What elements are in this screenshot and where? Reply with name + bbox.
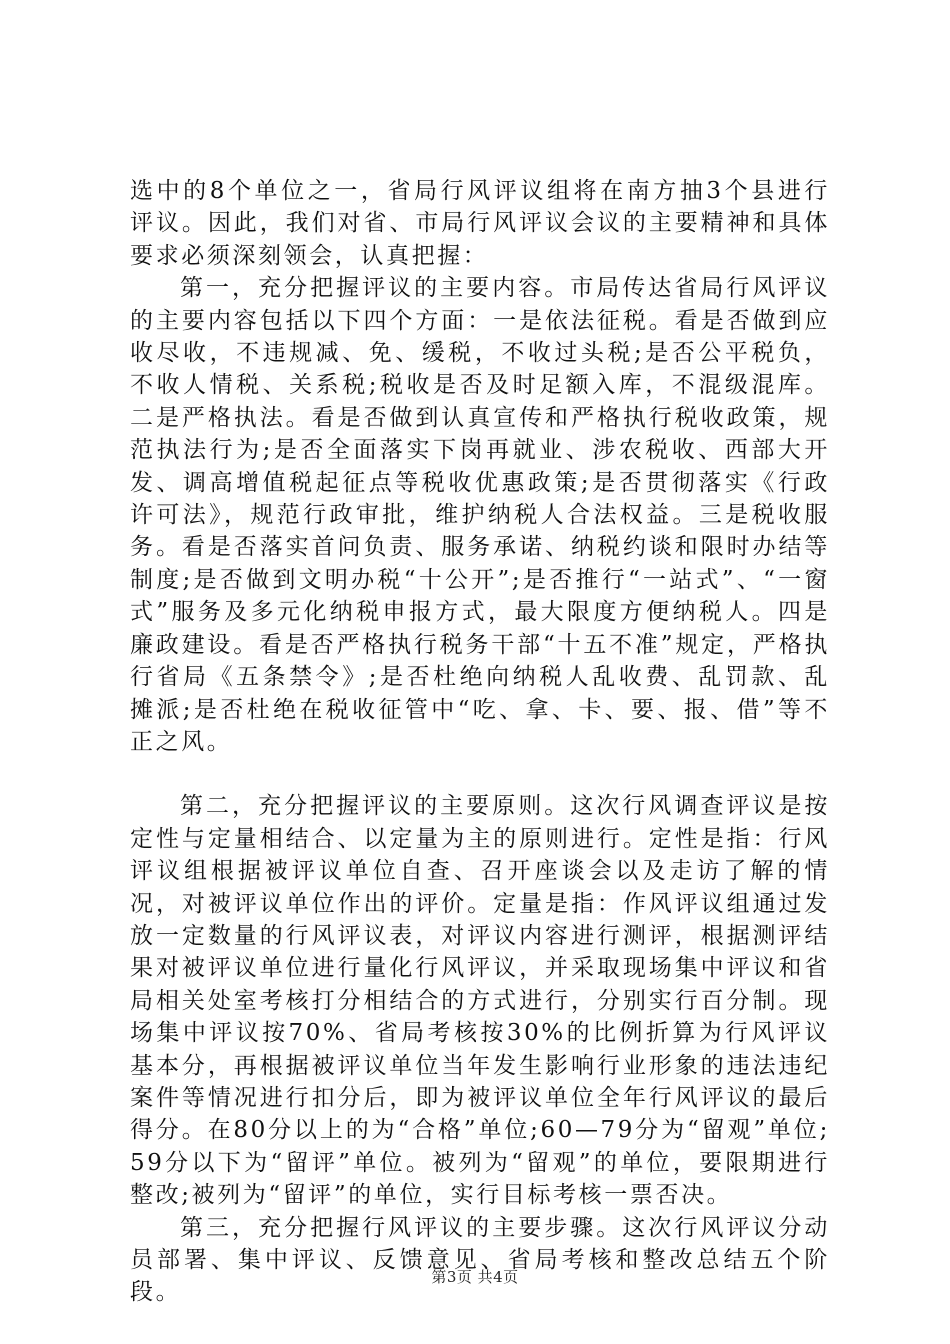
paragraph-second-point: 第二，充分把握评议的主要原则。这次行风调查评议是按定性与定量相结合、以定量为主的原则进行。定性是指：行风评议组根据被评议单位自查、召开座谈会以及走访了解的情况，对被评议单位作出的评价。定量是指：作风评议组通过发放一定数量的行风评议表，对评议内容进行测评，根据测评结果对被评议单位进行量化行风评议，并采取现场集中评议和省局相关处室考核打分相结合的方式进行，分别实行百分制。现场集中评议按70%、省局考核按30%的比例折算为行风评议基本分，再根据被评议单位当年发生影响行业形象的违法违纪案件等情况进行扣分后，即为被评议单位全年行风评议的最后得分。在80分以上的为“合格”单位;60—79分为“留观”单位;59分以下为“留评”单位。被列为“留观”的单位，要限期进行整改;被列为“留评”的单位，实行目标考核一票否决。 (130, 793, 830, 1209)
paragraph-continuation: 选中的8个单位之一，省局行风评议组将在南方抽3个县进行评议。因此，我们对省、市局行风评议会议的主要精神和具体要求必须深刻领会，认真把握： (130, 178, 830, 269)
paragraph-first-point: 第一，充分把握评议的主要内容。市局传达省局行风评议的主要内容包括以下四个方面：一是依法征税。看是否做到应收尽收，不违规减、免、缓税，不收过头税;是否公平税负，不收人情税、关系税;税收是否及时足额入库，不混级混库。二是严格执法。看是否做到认真宣传和严格执行税收政策，规范执法行为;是否全面落实下岗再就业、涉农税收、西部大开发、调高增值税起征点等税收优惠政策;是否贯彻落实《行政许可法》，规范行政审批，维护纳税人合法权益。三是税收服务。看是否落实首问负责、服务承诺、纳税约谈和限时办结等制度;是否做到文明办税“十公开”;是否推行“一站式”、“一窗式”服务及多元化纳税申报方式，最大限度方便纳税人。四是廉政建设。看是否严格执行税务干部“十五不准”规定，严格执行省局《五条禁令》;是否杜绝向纳税人乱收费、乱罚款、乱摊派;是否杜绝在税收征管中“吃、拿、卡、要、报、借”等不正之风。 (130, 275, 830, 755)
paragraph-third-point: 第三，充分把握行风评议的主要步骤。这次行风评议分动员部署、集中评议、反馈意见、省局考核和整改总结五个阶段。 (130, 1214, 830, 1306)
document-body (130, 175, 830, 1309)
page-number-footer: 第3页 共4页 (431, 1268, 519, 1286)
